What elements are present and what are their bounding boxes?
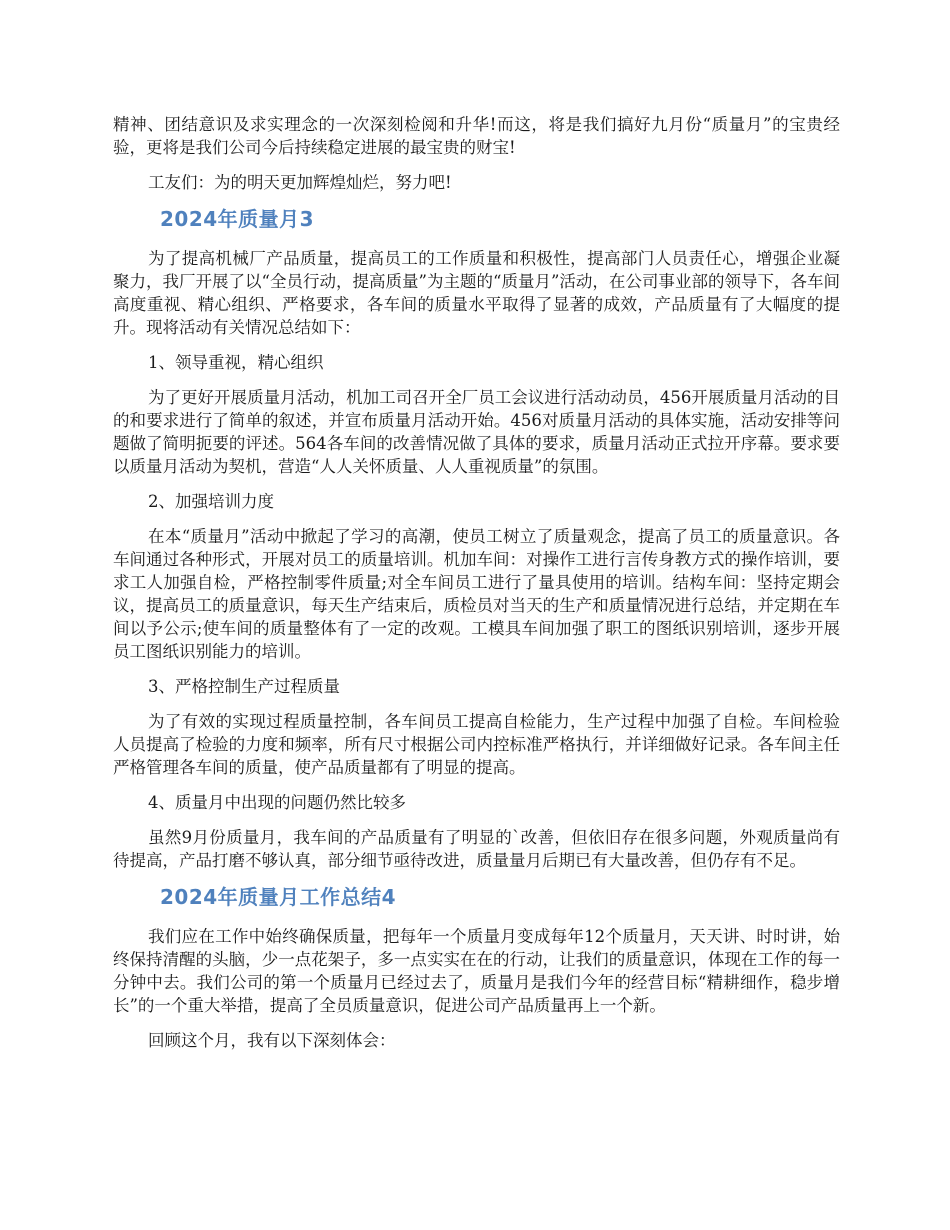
section-4-heading: 2024年质量月工作总结4 [160, 885, 397, 909]
section-3-heading: 2024年质量月3 [160, 207, 315, 231]
section-3-item-4-title: 4、质量月中出现的问题仍然比较多 [148, 793, 406, 812]
section-3-item-1-body: 为了更好开展质量月活动，机加工司召开全厂员工会议进行活动动员，456开展质量月活动的目的和要求进行了简单的叙述，并宣布质量月活动开始。456对质量月活动的具体实施，活动安排等问题做了简明扼要的评述。564各车间的改善情况做了具体的要求，质量月活动正式拉开序幕。要求要以质量月活动为契机，营造“人人关怀质量、人人重视质量”的氛围。 [113, 388, 840, 476]
section-3-intro: 为了提高机械厂产品质量，提高员工的工作质量和积极性，提高部门人员责任心，增强企业凝聚力，我厂开展了以“全员行动，提高质量”为主题的“质量月”活动，在公司事业部的领导下，各车间高度重视、精心组织、严格要求，各车间的质量水平取得了显著的成效，产品质量有了大幅度的提升。现将活动有关情况总结如下： [113, 249, 840, 337]
document-content [113, 113, 840, 1064]
intro-paragraph-1: 精神、团结意识及求实理念的一次深刻检阅和升华!而这，将是我们搞好九月份“质量月”的宝贵经验，更将是我们公司今后持续稳定进展的最宝贵的财宝! [113, 115, 840, 157]
section-3-item-2-body: 在本“质量月”活动中掀起了学习的高潮，使员工树立了质量观念，提高了员工的质量意识。各车间通过各种形式，开展对员工的质量培训。机加车间：对操作工进行言传身教方式的操作培训，要求工人加强自检，严格控制零件质量;对全车间员工进行了量具使用的培训。结构车间：坚持定期会议，提高员工的质量意识，每天生产结束后，质检员对当天的生产和质量情况进行总结，并定期在车间以予公示;使车间的质量整体有了一定的改观。工模具车间加强了职工的图纸识别培训，逐步开展员工图纸识别能力的培训。 [113, 527, 840, 661]
section-3-item-3-body: 为了有效的实现过程质量控制，各车间员工提高自检能力，生产过程中加强了自检。车间检验人员提高了检验的力度和频率，所有尺寸根据公司内控标准严格执行，并详细做好记录。各车间主任严格管理各车间的质量，使产品质量都有了明显的提高。 [113, 712, 840, 777]
section-3-item-4-body: 虽然9月份质量月，我车间的产品质量有了明显的`改善，但依旧存在很多问题，外观质量尚有待提高，产品打磨不够认真，部分细节亟待改进，质量量月后期已有大量改善，但仍存有不足。 [113, 828, 840, 870]
section-4-paragraph-2: 回顾这个月，我有以下深刻体会： [148, 1031, 396, 1050]
section-3-item-2-title: 2、加强培训力度 [148, 492, 274, 511]
section-4-paragraph-1: 我们应在工作中始终确保质量，把每年一个质量月变成每年12个质量月，天天讲、时时讲，始终保持清醒的头脑，少一点花架子，多一点实实在在的行动，让我们的质量意识，体现在工作的每一分钟中去。我们公司的第一个质量月已经过去了，质量月是我们今年的经营目标“精耕细作，稳步增长”的一个重大举措，提高了全员质量意识，促进公司产品质量再上一个新。 [113, 927, 840, 1015]
section-3-item-3-title: 3、严格控制生产过程质量 [148, 677, 340, 696]
section-3-item-1-title: 1、领导重视，精心组织 [148, 353, 324, 372]
intro-paragraph-2: 工友们：为的明天更加辉煌灿烂，努力吧! [148, 173, 452, 192]
